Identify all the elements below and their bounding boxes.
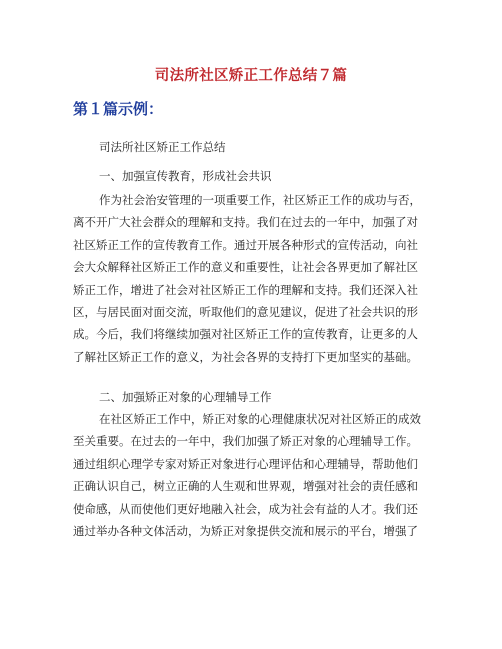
paragraph-line: 了解社区矫正工作的意义，为社会各界的支持打下更加坚实的基础。 bbox=[73, 349, 418, 364]
paragraph-line: 在社区矫正工作中，矫正对象的心理健康状况对社区矫正的成效 bbox=[99, 412, 421, 426]
paragraph-line: 区，与居民面对面交流，听取他们的意见建议，促进了社会共识的形 bbox=[73, 305, 418, 320]
paragraph-line: 使命感，从而使他们更好地融入社会，成为社会有益的人才。我们还 bbox=[73, 501, 418, 516]
paragraph-line: 通过组织心理学专家对矫正对象进行心理评估和心理辅导，帮助他们 bbox=[73, 456, 418, 471]
paragraph-line: 离不开广大社会群众的理解和支持。我们在过去的一年中，加强了对 bbox=[73, 215, 418, 230]
paragraph-line: 会大众解释社区矫正工作的意义和重要性，让社会各界更加了解社区 bbox=[73, 260, 418, 275]
heading-1: 一、加强宣传教育，形成社会共识 bbox=[99, 169, 272, 183]
section-heading: 第１篇示例： bbox=[73, 100, 164, 118]
paragraph-line: 矫正工作，增进了社会对社区矫正工作的理解和支持。我们还深入社 bbox=[73, 282, 418, 297]
paragraph-line: 正确认识自己，树立正确的人生观和世界观，增强对社会的责任感和 bbox=[73, 479, 418, 494]
paragraph-1 bbox=[73, 189, 431, 368]
paragraph-line: 作为社会治安管理的一项重要工作，社区矫正工作的成功与否， bbox=[99, 193, 421, 207]
paragraph-line: 通过举办各种文体活动，为矫正对象提供交流和展示的平台，增强了 bbox=[73, 524, 418, 539]
paragraph-line: 社区矫正工作的宣传教育工作。通过开展各种形式的宣传活动，向社 bbox=[73, 237, 418, 252]
document-subtitle: 司法所社区矫正工作总结 bbox=[99, 140, 226, 154]
document-title: 司法所社区矫正工作总结７篇 bbox=[154, 68, 348, 84]
paragraph-line: 成。今后，我们将继续加强对社区矫正工作的宣传教育，让更多的人 bbox=[73, 327, 418, 342]
paragraph-line: 至关重要。在过去的一年中，我们加强了矫正对象的心理辅导工作。 bbox=[73, 434, 418, 449]
paragraph-2 bbox=[73, 408, 431, 542]
heading-2: 二、加强矫正对象的心理辅导工作 bbox=[99, 390, 272, 404]
